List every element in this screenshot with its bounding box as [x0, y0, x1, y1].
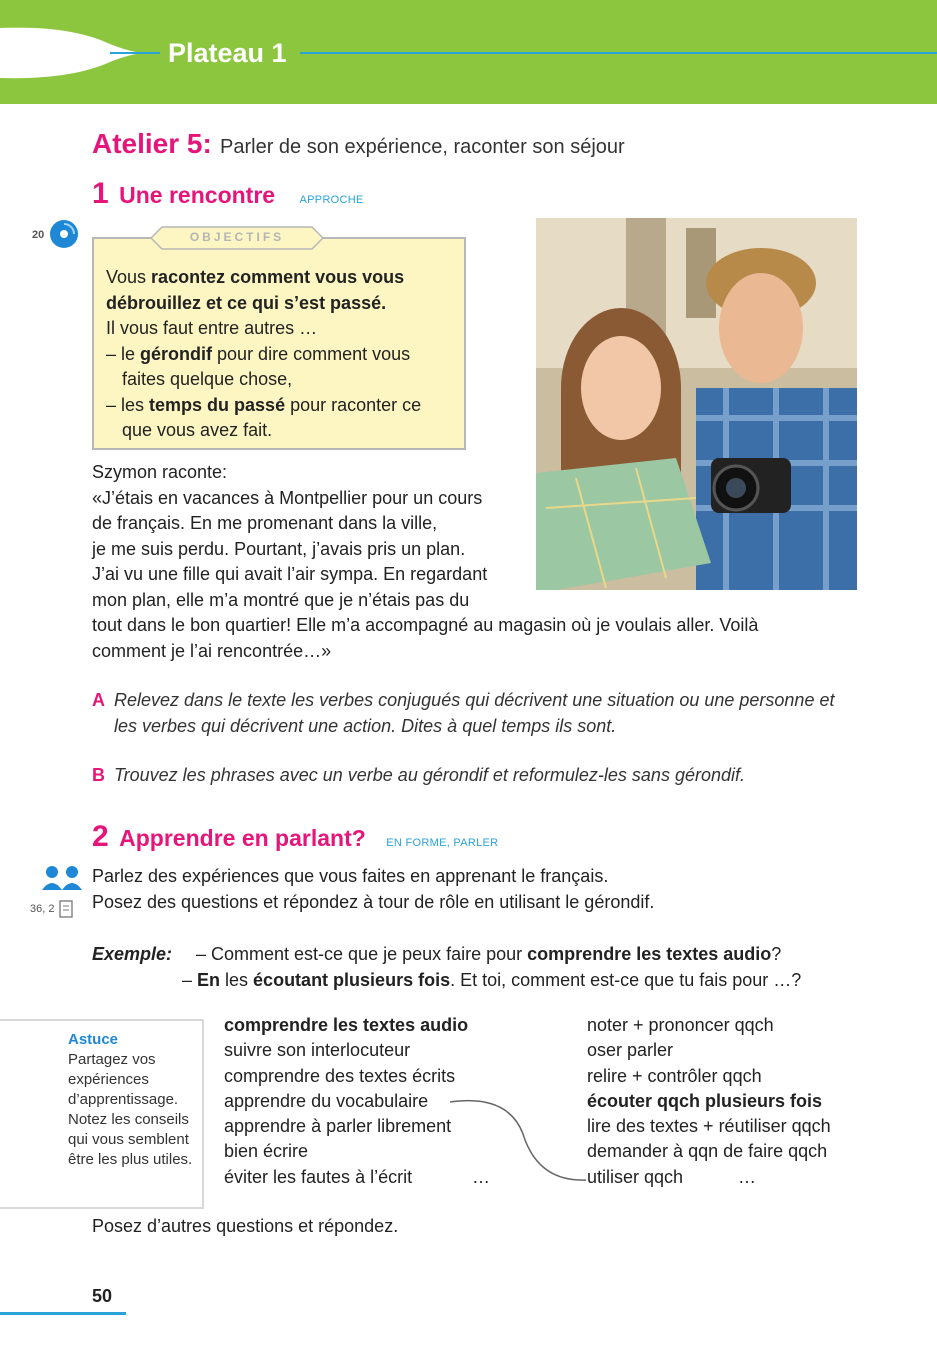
section2-intro [92, 864, 654, 915]
list-item: oser parler [587, 1040, 674, 1061]
section2-number: 2 [92, 820, 109, 853]
ex1-b: comprendre les textes audio [527, 944, 772, 964]
list-item: apprendre à parler librement [224, 1116, 452, 1137]
objectifs-line1-b: racontez comment vous vous débrouillez et ce qui s’est passé. [106, 267, 405, 313]
cd-icon [50, 220, 78, 248]
ex1-c: ? [771, 944, 782, 964]
list-item: lire des textes + réutiliser qqch [587, 1116, 831, 1137]
exercise-reference: 36, 2 [30, 903, 55, 915]
story-line: comment je l’ai rencontrée…» [92, 640, 332, 661]
ex2-d: écoutant plusieurs fois [253, 970, 451, 990]
objectifs-item2-b: temps du passé [149, 394, 286, 415]
ex2-e: . Et toi, comment est-ce que tu fais pour …? [450, 970, 802, 990]
task-b-text: Trouvez les phrases avec un verbe au gérondif et reformulez-les sans gérondif. [114, 765, 745, 785]
task-b-letter: B [92, 765, 105, 785]
task-b [92, 763, 862, 789]
story-line: tout dans le bon quartier! Elle m’a accompagné au magasin où je voulais aller. Voilà [92, 615, 759, 635]
page-header [0, 0, 937, 104]
story-line: J’ai vu une fille qui avait l’air sympa. En regardant [92, 564, 488, 584]
section2-tag: EN FORME, PARLER [386, 837, 499, 849]
section2-intro-line2: Posez des questions et répondez à tour de rôle en utilisant le gérondif. [92, 891, 655, 912]
objectifs-line2: Il vous faut entre autres … [106, 318, 318, 338]
exemple-line2 [182, 967, 801, 993]
objectifs-text [106, 265, 456, 444]
list-item: apprendre du vocabulaire [224, 1090, 429, 1111]
story-line: «J’étais en vacances à Montpellier pour un cours [92, 487, 483, 508]
section2-intro-line1: Parlez des expériences que vous faites en apprenant le français. [92, 866, 609, 886]
section1-title: Une rencontre [119, 182, 276, 208]
list-item: comprendre des textes écrits [224, 1065, 456, 1086]
ex2-a: – [182, 970, 198, 990]
story-line: je me suis perdu. Pourtant, j’avais pris un plan. [92, 538, 466, 559]
story-line: mon plan, elle m’a montré que je n’étais pas du [92, 589, 470, 610]
section1-tag: APPROCHE [299, 194, 364, 206]
list-item: demander à qqn de faire qqch [587, 1141, 828, 1162]
objectifs-item2-c: pour raconter ce que vous avez fait. [122, 394, 422, 440]
task-a-letter: A [92, 690, 105, 710]
ex1-a: – Comment est-ce que je peux faire pour [196, 944, 528, 964]
objectifs-item2-a: – les [106, 394, 150, 415]
list-item: utiliser qqch [587, 1166, 684, 1187]
list-item: relire + contrôler qqch [587, 1065, 762, 1086]
section2-title: Apprendre en parlant? [119, 825, 366, 851]
atelier-subtitle: Parler de son expérience, raconter son séjour [220, 136, 625, 158]
story-line: de français. En me promenant dans la ville, [92, 513, 438, 533]
section2-heading [92, 820, 498, 854]
page-number: 50 [92, 1286, 113, 1306]
exemple-label: Exemple: [92, 944, 173, 964]
list-item: écouter qqch plusieurs fois [587, 1090, 823, 1111]
list-item: suivre son interlocuteur [224, 1040, 411, 1061]
astuce-text: Partagez vos expériences d’apprentissage. Notez les conseils qui vous semblent être les plus utiles. [68, 1051, 193, 1168]
audio-cd-icon[interactable] [50, 220, 78, 248]
objectifs-item1-b: gérondif [140, 343, 213, 364]
exemple-line1 [196, 941, 781, 967]
ex2-b: En [197, 970, 221, 990]
task-a-text: Relevez dans le texte les verbes conjugués qui décrivent une situation ou une personne et les verbes qui décrivent une action. Dites à quel temps ils sont. [114, 690, 835, 736]
plateau-title: Plateau 1 [168, 38, 287, 68]
task-a [92, 688, 862, 739]
list-item: bien écrire [224, 1141, 309, 1162]
ex2-c: les [220, 970, 254, 990]
objectifs-label: OBJECTIFS [189, 230, 285, 244]
objectifs-label-tab [150, 226, 324, 250]
audio-track-number: 20 [32, 229, 45, 241]
atelier-label: Atelier 5: [92, 128, 212, 159]
connector-line [448, 1094, 588, 1186]
workbook-icon [59, 900, 73, 918]
astuce-title: Astuce [68, 1031, 119, 1048]
objectifs-item1-c: pour dire comment vous faites quelque chose, [122, 343, 411, 389]
section1-heading [92, 177, 364, 211]
footer-line [0, 1312, 126, 1315]
list-item: comprendre les textes audio [224, 1015, 469, 1035]
list-item: noter + prononcer qqch [587, 1015, 774, 1035]
objectifs-item1-a: – le [106, 343, 141, 364]
astuce [68, 1030, 204, 1170]
closing-text: Posez d’autres questions et répondez. [92, 1216, 399, 1236]
pair-work-icon [40, 864, 84, 892]
section1-number: 1 [92, 177, 109, 210]
story-text [92, 460, 852, 664]
objectifs-line1-a: Vous [106, 267, 152, 287]
left-list-ellipsis: … [472, 1167, 490, 1187]
right-list [587, 1013, 877, 1190]
story-intro: Szymon raconte: [92, 462, 228, 482]
right-list-ellipsis: … [738, 1167, 756, 1187]
header-decoration [0, 0, 937, 104]
list-item: éviter les fautes à l’écrit [224, 1166, 413, 1187]
